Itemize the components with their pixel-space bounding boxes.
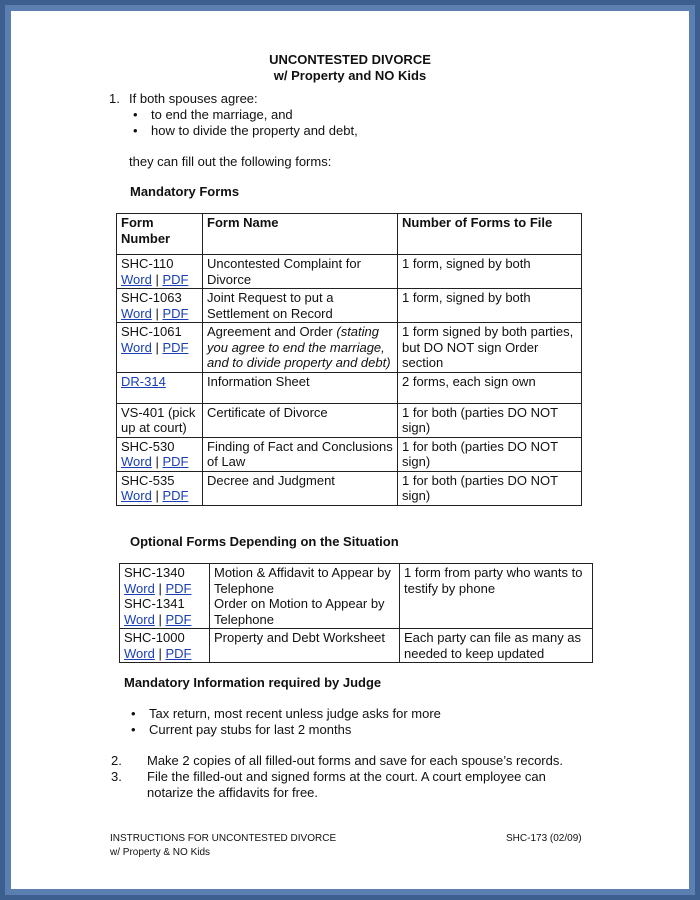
judge-bullet-1: • Tax return, most recent unless judge asks for more [149, 706, 441, 722]
table-row: SHC-1000 Word | PDF Property and Debt Worksheet Each party can file as many as needed to keep updated [120, 629, 593, 663]
pdf-link[interactable]: PDF [162, 271, 189, 287]
forms-to-file: 1 form, signed by both [398, 255, 582, 289]
forms-to-file: 1 form signed by both parties, but DO NOT sign Order section [398, 323, 582, 373]
form-name-note: (stating you agree to end the marriage, and to divide property and debt) [207, 324, 391, 370]
doc-title: UNCONTESTED DIVORCE [269, 52, 431, 67]
form-number: SHC-1061 [121, 324, 182, 339]
form-name: Joint Request to put a Settlement on Record [203, 289, 398, 323]
table-header-row [117, 214, 582, 255]
mandatory-heading: Mandatory Forms [130, 184, 240, 199]
optional-heading: Optional Forms Depending on the Situation [130, 534, 399, 549]
step2-number: 2. [111, 753, 122, 768]
step1-text: If both spouses agree: [129, 91, 258, 106]
word-link[interactable]: Word [121, 339, 152, 355]
word-link[interactable]: Word [124, 580, 155, 596]
form-name: Agreement and Order [207, 324, 333, 339]
judge-bullet-2: • Current pay stubs for last 2 months [149, 722, 351, 738]
table-row: SHC-530 Word | PDF Finding of Fact and Conclusions of Law 1 for both (parties DO NOT sign) [117, 437, 582, 471]
header-form-number: Form Number [117, 214, 203, 255]
pdf-link[interactable]: PDF [165, 580, 192, 596]
form-number: SHC-1341 [124, 596, 185, 611]
form-name: Order on Motion to Appear by Telephone [214, 596, 385, 627]
doc-subtitle: w/ Property and NO Kids [273, 68, 427, 83]
forms-to-file: 1 for both (parties DO NOT sign) [398, 471, 582, 505]
word-link[interactable]: Word [121, 454, 152, 469]
step3-number: 3. [111, 769, 122, 784]
form-name: Finding of Fact and Conclusions of Law [203, 437, 398, 471]
step1-followup: they can fill out the following forms: [129, 154, 332, 169]
form-number: SHC-1000 [124, 630, 185, 645]
pdf-link[interactable]: PDF [162, 339, 189, 355]
form-number: VS-401 (pick up at court) [117, 403, 203, 437]
step3-text-cont: notarize the affidavits for free. [147, 785, 319, 800]
step1-bullet-1: • to end the marriage, and [151, 107, 293, 123]
document-page [11, 11, 689, 889]
form-name: Motion & Affidavit to Appear by Telephone [214, 565, 391, 596]
forms-to-file: 1 for both (parties DO NOT sign) [398, 437, 582, 471]
forms-to-file: 1 form from party who wants to testify by phone [400, 564, 593, 629]
step3-text: File the filled-out and signed forms at the court. A court employee can [147, 769, 546, 784]
pdf-link[interactable]: PDF [162, 488, 189, 503]
word-link[interactable]: Word [124, 611, 155, 627]
mandatory-forms-table [116, 213, 582, 506]
forms-to-file: 2 forms, each sign own [398, 372, 582, 403]
forms-to-file: 1 form, signed by both [398, 289, 582, 323]
form-number: SHC-535 [121, 472, 175, 488]
word-link[interactable]: Word [121, 271, 152, 287]
form-number: SHC-1063 [121, 290, 182, 305]
word-link[interactable]: Word [121, 488, 152, 503]
pdf-link[interactable]: PDF [165, 645, 192, 661]
step2-text: Make 2 copies of all filled-out forms and save for each spouse’s records. [147, 753, 563, 768]
forms-to-file: Each party can file as many as needed to keep updated [400, 629, 593, 663]
word-link[interactable]: Word [124, 645, 155, 661]
form-number: SHC-1340 [124, 565, 185, 580]
table-row [117, 372, 582, 403]
header-form-name: Form Name [203, 214, 398, 255]
pdf-link[interactable]: PDF [162, 454, 189, 469]
forms-to-file: 1 for both (parties DO NOT sign) [398, 403, 582, 437]
form-name: Information Sheet [203, 372, 398, 403]
table-row: SHC-1340 Word | PDF SHC-1341 Word | PDF Motion & Affidavit to Appear by Telephone Order on Motion to Appear by Telephone 1 form from party who wants to testify by phone [120, 564, 593, 629]
footer-left-1: INSTRUCTIONS FOR UNCONTESTED DIVORCE [110, 833, 337, 844]
form-name: Property and Debt Worksheet [210, 629, 400, 663]
form-name: Decree and Judgment [203, 471, 398, 505]
table-row: SHC-535 Word | PDF Decree and Judgment 1 for both (parties DO NOT sign) [117, 471, 582, 505]
footer-form-code: SHC-173 (02/09) [506, 833, 582, 844]
footer-left-2: w/ Property & NO Kids [110, 847, 211, 858]
form-number: SHC-110 [121, 256, 174, 271]
optional-forms-table [119, 563, 593, 663]
pdf-link[interactable]: PDF [162, 305, 189, 321]
step1-bullet-2: • how to divide the property and debt, [151, 123, 358, 139]
word-link[interactable]: Word [121, 305, 152, 321]
table-row [117, 403, 582, 437]
form-name: Certificate of Divorce [203, 403, 398, 437]
header-forms-to-file: Number of Forms to File [398, 214, 582, 255]
table-row: SHC-110 Word | PDF Uncontested Complaint for Divorce 1 form, signed by both [117, 255, 582, 289]
dr-314-link[interactable]: DR-314 [121, 373, 166, 389]
pdf-link[interactable]: PDF [165, 611, 192, 627]
form-name: Uncontested Complaint for Divorce [203, 255, 398, 289]
form-number: SHC-530 [121, 438, 175, 454]
table-row: SHC-1063 Word | PDF Joint Request to put a Settlement on Record 1 form, signed by both [117, 289, 582, 323]
table-row: SHC-1061 Word | PDF Agreement and Order (stating you agree to end the marriage, and to divide property and debt) 1 form signed by both parties, but DO NOT sign Order section [117, 323, 582, 373]
step1-number: 1. [109, 91, 120, 106]
judge-heading: Mandatory Information required by Judge [124, 675, 382, 690]
